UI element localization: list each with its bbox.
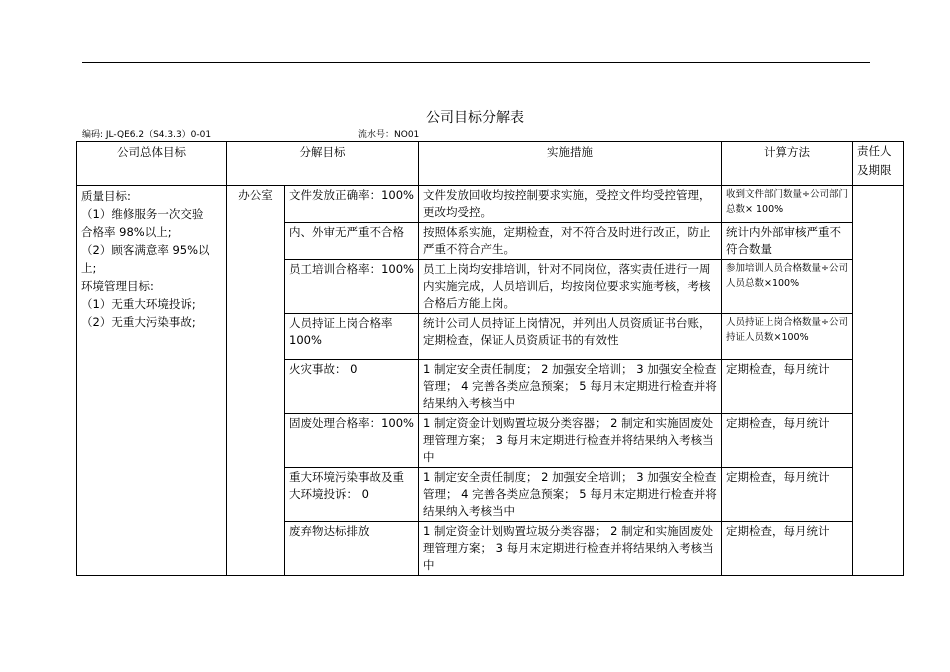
calc-method: 统计内外部审核严重不符合数量 bbox=[722, 223, 853, 260]
measures: 1 制定资金计划购置垃圾分类容器； 2 制定和实施固废处理管理方案； 3 每月末定期进行检查并将结果纳入考核当中 bbox=[419, 414, 722, 468]
overall-goal-line: （1）维修服务一次交验 bbox=[81, 207, 204, 221]
sub-goal: 废弃物达标排放 bbox=[285, 522, 419, 576]
sub-goal: 员工培训合格率：100% bbox=[285, 260, 419, 314]
measures: 1 制定资金计划购置垃圾分类容器； 2 制定和实施固废处理管理方案； 3 每月末定期进行检查并将结果纳入考核当中 bbox=[419, 522, 722, 576]
calc-method: 参加培训人员合格数量÷公司人员总数×100% bbox=[722, 260, 853, 314]
overall-goal-line: 合格率 98%以上; bbox=[81, 225, 172, 239]
department-cell: 办公室 bbox=[227, 186, 285, 576]
calc-method: 收到文件部门数量÷公司部门总数× 100% bbox=[722, 186, 853, 223]
measures: 1 制定安全责任制度； 2 加强安全培训； 3 加强安全检查管理； 4 完善各类应急预案； 5 每月末定期进行检查并将结果纳入考核当中 bbox=[419, 360, 722, 414]
header-calc-method: 计算方法 bbox=[722, 142, 853, 186]
measures: 文件发放回收均按控制要求实施，受控文件均受控管理，更改均受控。 bbox=[419, 186, 722, 223]
table-row bbox=[77, 186, 904, 223]
header-rule bbox=[82, 62, 870, 63]
header-responsible: 责任人 及期限 bbox=[853, 142, 904, 186]
calc-method: 定期检查，每月统计 bbox=[722, 522, 853, 576]
header-sub-goal: 分解目标 bbox=[227, 142, 419, 186]
sub-goal: 火灾事故： 0 bbox=[285, 360, 419, 414]
page-title: 公司目标分解表 bbox=[426, 110, 524, 126]
overall-goal-line: 质量目标: bbox=[81, 189, 131, 203]
table-header-row bbox=[77, 142, 904, 186]
overall-goal-line: （2）顾客满意率 95%以 bbox=[81, 243, 210, 257]
measures: 按照体系实施，定期检查，对不符合及时进行改正，防止严重不符合产生。 bbox=[419, 223, 722, 260]
calc-method: 人员持证上岗合格数量÷公司持证人员数×100% bbox=[722, 314, 853, 360]
goal-breakdown-table bbox=[76, 141, 904, 576]
measures: 员工上岗均安排培训，针对不同岗位，落实责任进行一周内实施完成，人员培训后，均按岗位要求实施考核，考核合格后方能上岗。 bbox=[419, 260, 722, 314]
overall-goal-line: 上; bbox=[81, 261, 97, 275]
overall-goal-line: 环境管理目标: bbox=[81, 279, 154, 293]
calc-method: 定期检查，每月统计 bbox=[722, 468, 853, 522]
document-code: 编码: JL-QE6.2（S4.3.3）0-01 bbox=[82, 130, 212, 140]
header-overall-goal: 公司总体目标 bbox=[77, 142, 227, 186]
measures: 1 制定安全责任制度； 2 加强安全培训； 3 加强安全检查管理； 4 完善各类应急预案； 5 每月末定期进行检查并将结果纳入考核当中 bbox=[419, 468, 722, 522]
overall-goal-line: （1）无重大环境投诉; bbox=[81, 297, 196, 311]
sub-goal: 文件发放正确率：100% bbox=[285, 186, 419, 223]
overall-goal-line: （2）无重大污染事故; bbox=[81, 315, 196, 329]
measures: 统计公司人员持证上岗情况，并列出人员资质证书台账，定期检查，保证人员资质证书的有效性 bbox=[419, 314, 722, 360]
calc-method: 定期检查，每月统计 bbox=[722, 414, 853, 468]
sub-goal: 人员持证上岗合格率100% bbox=[285, 314, 419, 360]
sub-goal: 固废处理合格率：100% bbox=[285, 414, 419, 468]
overall-goals-cell bbox=[77, 186, 227, 576]
sub-goal: 重大环境污染事故及重大环境投诉： 0 bbox=[285, 468, 419, 522]
sub-goal: 内、外审无严重不合格 bbox=[285, 223, 419, 260]
header-measures: 实施措施 bbox=[419, 142, 722, 186]
responsible-cell bbox=[853, 186, 904, 576]
serial-number: 流水号：NO01 bbox=[358, 130, 420, 140]
calc-method: 定期检查，每月统计 bbox=[722, 360, 853, 414]
